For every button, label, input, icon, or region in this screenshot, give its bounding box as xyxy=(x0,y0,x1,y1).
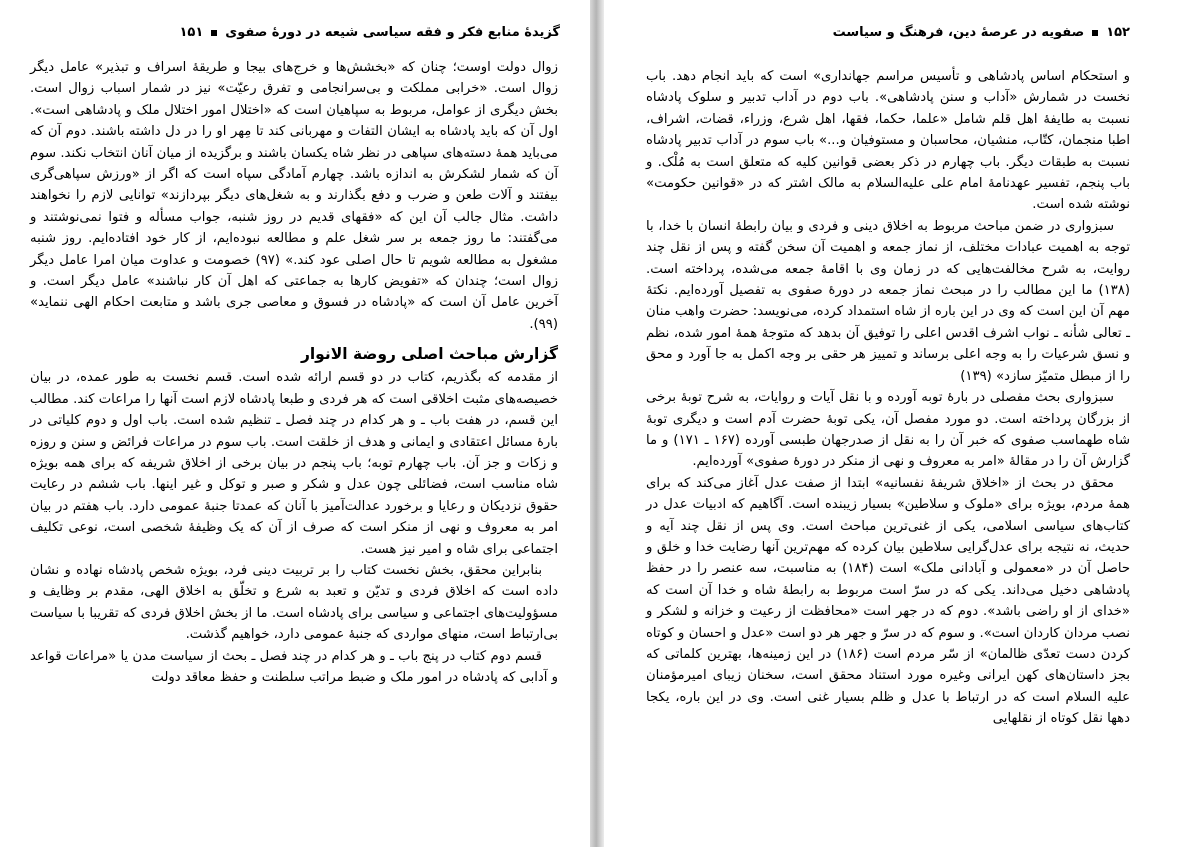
right-page-body xyxy=(646,66,1130,730)
right-page xyxy=(604,0,1190,847)
left-page-header xyxy=(30,25,560,40)
left-page xyxy=(0,0,590,847)
header-square-icon xyxy=(211,30,217,36)
body-paragraph: زوال دولت اوست؛ چنان که «بخشش‌ها و خرج‌های بیجا و طریقهٔ اسراف و تبذیر» عامل دیگر زوال است. «خرابی مملکت و بی‌سرانجامی و تفرق رعیّت» نیز در شمار اسباب زوال است. بخش دیگری از عوامل، مربوط به سپاهیان است که «اختلال امور اختلال ملک و پادشاهی است». اول آن که باید پادشاه به ایشان التفات و مهربانی کند تا مِهر او را در دل داشته باشند. دوم آن که می‌باید همهٔ دسته‌های سپاهی در نظر شاه یکسان باشند و برگزیده از میان آنان انتخاب نکند. سوم آن که شمار لشکرش به اندازه باشد. چهارم آمادگی سپاه است که اگر از «ورزش سپاهی‌گری بیفتند و آلات طعن و ضرب و دفع بگذارند و به شغل‌های دیگر بپردازند» توانایی لازم را نخواهند داشت. مثال جالب آن این که «فقهای قدیم در روز شنبه، جواب مسأله و فتوا نمی‌نوشتند و می‌گفتند: ما روز جمعه بر سر شغل علم و مطالعه نبوده‌ایم، از کار خود افتاده‌ایم. روز شنبه مشغول به مطالعه شویم تا حال اصلی عود کند.» (۹۷) خصومت و عداوت میان امرا عامل دیگر زوال است؛ چندان که «تفویض کارها به جماعتی که اهل آن کار نباشند» عامل دیگر است. و آخرین عامل آن است که «پادشاه در فسوق و معاصی جری باشد و متابعت احکام الهی ننماید» (۹۹). xyxy=(30,60,559,332)
running-header-title: گزیدهٔ منابع فکر و فقه سیاسی شیعه در دورهٔ صفوی xyxy=(225,25,560,40)
right-page-header xyxy=(644,25,1130,40)
left-page-body xyxy=(30,57,558,688)
body-paragraph: قسم دوم کتاب در پنج باب ـ و هر کدام در چند فصل ـ بحث از سیاست مدن یا «مراعات قواعد و آدابی که پادشاه در امور ملک و ضبط مراتب سلطنت و حفظ معاقد دولت xyxy=(30,648,558,685)
section-heading: گزارش مباحث اصلی روضة الانوار xyxy=(300,345,558,364)
page-number: ۱۵۱ xyxy=(179,25,204,40)
body-paragraph: از مقدمه که بگذریم، کتاب در دو قسم ارائه شده است. قسم نخست به طور عمده، در بیان خصیصه‌های مثبت اخلاقی است که هر فردی و طبعا پادشاه لازم است آنها را مراعات کند. مطالب این قسم، در هفت باب ـ و هر کدام در چند فصل ـ تنظیم شده است. باب اول و دوم کلیاتی در بارهٔ مسائل اعتقادی و ایمانی و هدف از خلقت است. باب سوم در مراعات فرائض و سنن و روزه و زکات و جز آن. باب چهارم توبه؛ باب پنجم در بیان برخی از اخلاق شریفه که برای همه بویژه شاه مناسب است، فضائلی چون عدل و شکر و صبر و توکل و غیر اینها. باب ششم در رعایت حقوق نزدیکان و رعایا و برخورد عدالت‌آمیز با آنان که عمدتا جنبهٔ عمومی دارد. باب هفتم در بیان امر به معروف و نهی از منکر است که صرف از آن که یک وظیفهٔ شخصی است، نوعی تکلیف اجتماعی برای شاه و امیر نیز هست. xyxy=(30,370,558,557)
running-header-title: صفویه در عرصهٔ دین، فرهنگ و سیاست xyxy=(832,25,1085,40)
page-number: ۱۵۲ xyxy=(1106,25,1130,40)
body-paragraph: سبزواری بحث مفصلی در بارهٔ توبه آورده و با نقل آیات و روایات، به شرح توبهٔ برخی از بزرگان پرداخته است. دو مورد مفصل آن، یکی توبهٔ حضرت آدم است و دیگری توبهٔ شاه طهماسب صفوی که خبر آن را به نقل از صدرجهان طبسی آورده (۱۶۷ ـ ۱۷۱) و ما گزارش آن را در مقالهٔ «امر به معروف و نهی از منکر در دورهٔ صفوی» آورده‌ایم. xyxy=(646,390,1131,470)
body-paragraph: سبزواری در ضمن مباحث مربوط به اخلاق دینی و فردی و بیان رابطهٔ انسان با خدا، با توجه به اهمیت عبادات مختلف، از نماز جمعه و اهمیت آن سخن گفته و پس از نقل چند روایت، به شرح مخالفت‌هایی که در زمان وی با اقامهٔ جمعه می‌شده، پرداخته است. (۱۳۸) ما این مطالب را در مبحث نماز جمعه در دورهٔ صفوی به تفصیل آورده‌ایم. نکتهٔ مهم آن این است که وی در این باره از شاه استمداد کرده، می‌نویسد: حضرت واهب منان ـ تعالی شأنه ـ نواب اشرف اقدس اعلی را توفیق آن بدهد که متوجهٔ همهٔ امور شده، نظم و نسق شرعیات را به وجه اعلی برساند و تمییز هر حقی بر وجه اکمل به جا آورد و محق را از مبطل متمیّز سازد» (۱۳۹) xyxy=(646,218,1130,384)
body-paragraph: بنابراین محقق، بخش نخست کتاب را بر تربیت دینی فرد، بویژه شخص پادشاه نهاده و نشان داده است که اخلاق فردی و تدیّن و تعبد به شرع و تخلّق به اخلاق الهی، مقدم بر وظایف و مسؤولیت‌های اجتماعی و سیاسی برای پادشاه است. ما از بخش اخلاق فردی که تقریبا با سیاست بی‌ارتباط است، منهای مواردی که جنبهٔ عمومی دارد، خواهیم گذشت. xyxy=(30,562,558,643)
body-paragraph: محقق در بحث از «اخلاق شریفهٔ نفسانیه» ابتدا از صفت عدل آغاز می‌کند که برای همهٔ مردم، بویژه برای «ملوک و سلاطین» بسیار زیبنده است. آگاهیم که ادبیات عدل در کتاب‌های سیاسی اسلامی، یکی از غنی‌ترین مباحث است. وی پس از نقل چند آیه و حدیث، نه نتیجه برای عدل‌گرایی سلاطین بیان کرده که مهم‌ترین آنها رضایت خدا و خلق و حاصل آن در «معمولی و آبادانی ملک» است (۱۸۴) به مناسبت، سه عنصر را در حفظ پادشاهی دخیل می‌داند. یکی که در سرّ است مربوط به رابطهٔ شاه و خدا آن است که «خدای از او راضی باشد». دوم که در جهر است «محافظت از رعیت و خزانه و لشکر و نصب مردان کاردان است». و سوم که در سرّ و جهر هر دو است «عدل و احسان و کوتاه کردن دست تعدّی ظالمان» از سّر مردم است (۱۸۶) در این زمینه‌ها، بهترین کلماتی که بجز داستان‌های کهن ایرانی وغیره مورد استناد محقق است، سخنان زیبای امیرمؤمنان علیه السلام است که در ارتباط با عدل و ظلم بسیار غنی است. وی در این باره، یکجا دهها نقل کوتاه از نقلهایی xyxy=(646,475,1130,727)
body-paragraph: و استحکام اساس پادشاهی و تأسیس مراسم جهانداری» است که باید انجام دهد. باب نخست در شمارش «آداب و سنن پادشاهی». باب دوم در آداب تدبیر و سلوک پادشاه نسبت به طایفهٔ اهل قلم شامل «علما، حکما، فقها، اهل شرع، وزراء، قضات، اشراف، اطبا منجمان، کتّاب، منشیان، محاسبان و مستوفیان و...» باب سوم در آداب تدبیر پادشاه نسبت به طبقات دیگر. باب چهارم در ذکر بعضی قوانین کلیه که متعلق است به مُلْک. و باب پنجم، تفسیر عهدنامهٔ امام علی علیه‌السلام به مالک اشتر که در «قوانین حکومت» نوشته شده است. xyxy=(646,69,1130,213)
book-gutter xyxy=(590,0,604,847)
header-square-icon xyxy=(1092,30,1098,36)
